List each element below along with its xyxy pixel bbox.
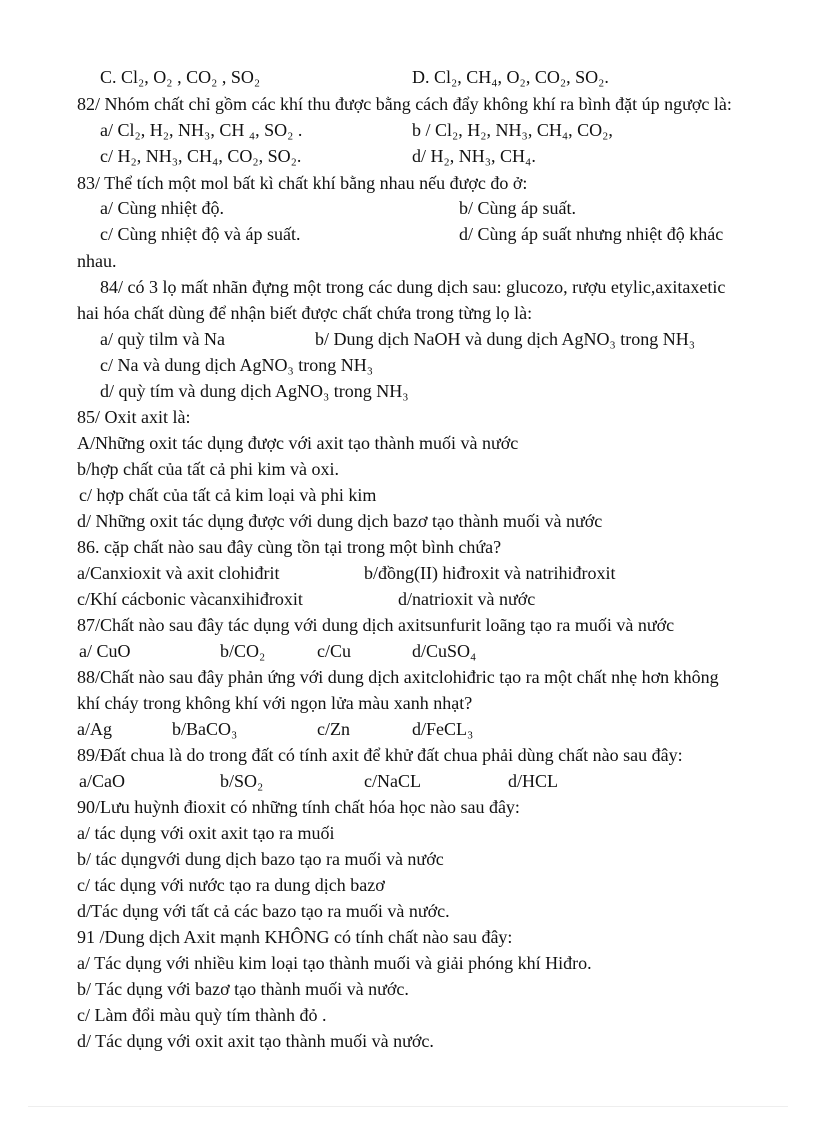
q85-option-d: d/ Những oxit tác dụng được với dung dịch bazơ tạo thành muối và nước: [77, 511, 603, 531]
q83-option-b: b/ Cùng áp suất.: [459, 198, 576, 218]
q87-question: 87/Chất nào sau đây tác dụng với dung dịch axitsunfurit loãng tạo ra muối và nước: [77, 615, 675, 635]
q90-option-c: c/ tác dụng với nước tạo ra dung dịch bazơ: [77, 875, 385, 895]
q89-option-c: c/NaCL: [364, 771, 421, 791]
q82-option-a: a/ Cl₂, H₂, NH₃, CH ₄, SO₂ .: [100, 120, 303, 140]
q88-option-b: b/BaCO₃: [172, 719, 238, 739]
q88-option-c: c/Zn: [317, 719, 350, 739]
q83-option-d-continued: nhau.: [77, 251, 117, 271]
q91-option-a: a/ Tác dụng với nhiều kim loại tạo thành muối và giải phóng khí Hiđro.: [77, 953, 592, 973]
q91-option-b: b/ Tác dụng với bazơ tạo thành muối và nước.: [77, 979, 409, 999]
q87-option-c: c/Cu: [317, 641, 351, 661]
page-bottom-rule: [28, 1106, 788, 1107]
q89-question: 89/Đất chua là do trong đất có tính axit để khử đất chua phải dùng chất nào sau đây:: [77, 745, 683, 765]
q81-option-c: C. Cl₂, O₂ , CO₂ , SO₂: [100, 67, 261, 87]
q90-question: 90/Lưu huỳnh đioxit có những tính chất hóa học nào sau đây:: [77, 797, 520, 817]
q85-option-a: A/Những oxit tác dụng được với axit tạo thành muối và nước: [77, 433, 519, 453]
q91-option-c: c/ Làm đổi màu quỳ tím thành đỏ .: [77, 1005, 327, 1025]
q85-question: 85/ Oxit axit là:: [77, 407, 191, 427]
q89-option-d: d/HCL: [508, 771, 559, 791]
q83-option-d: d/ Cùng áp suất nhưng nhiệt độ khác: [459, 224, 724, 244]
q83-option-a: a/ Cùng nhiệt độ.: [100, 198, 224, 218]
q88-question: 88/Chất nào sau đây phản ứng với dung dịch axitclohiđric tạo ra một chất nhẹ hơn không: [77, 667, 719, 687]
q89-option-a: a/CaO: [79, 771, 125, 791]
q86-option-c: c/Khí cácbonic vàcanxihiđroxit: [77, 589, 303, 609]
q90-option-a: a/ tác dụng với oxit axit tạo ra muối: [77, 823, 335, 843]
q82-question: 82/ Nhóm chất chỉ gồm các khí thu được bằng cách đẩy không khí ra bình đặt úp ngược là:: [77, 94, 732, 114]
q86-option-d: d/natrioxit và nước: [398, 589, 536, 609]
q84-option-d: d/ quỳ tím và dung dịch AgNO₃ trong NH₃: [100, 381, 409, 401]
q90-option-b: b/ tác dụngvới dung dịch bazo tạo ra muối và nước: [77, 849, 444, 869]
q87-option-a: a/ CuO: [79, 641, 131, 661]
q85-option-b: b/hợp chất của tất cả phi kim và oxi.: [77, 459, 339, 479]
q84-option-c: c/ Na và dung dịch AgNO₃ trong NH₃: [100, 355, 374, 375]
q91-option-d: d/ Tác dụng với oxit axit tạo thành muối và nước.: [77, 1031, 434, 1051]
q88-option-a: a/Ag: [77, 719, 112, 739]
q88-option-d: d/FeCL₃: [412, 719, 474, 739]
q84-option-b: b/ Dung dịch NaOH và dung dịch AgNO₃ trong NH₃: [315, 329, 696, 349]
q83-question: 83/ Thể tích một mol bất kì chất khí bằng nhau nếu được đo ở:: [77, 173, 528, 193]
q82-option-c: c/ H₂, NH₃, CH₄, CO₂, SO₂.: [100, 146, 302, 166]
q82-option-b: b / Cl₂, H₂, NH₃, CH₄, CO₂,: [412, 120, 613, 140]
q81-option-d: D. Cl₂, CH₄, O₂, CO₂, SO₂.: [412, 67, 609, 87]
q89-option-b: b/SO₂: [220, 771, 264, 791]
q86-option-a: a/Canxioxit và axit clohiđrit: [77, 563, 280, 583]
q84-question: 84/ có 3 lọ mất nhãn đựng một trong các dung dịch sau: glucozo, rượu etylic,axitaxetic: [100, 277, 726, 297]
q83-option-c: c/ Cùng nhiệt độ và áp suất.: [100, 224, 301, 244]
q86-option-b: b/đồng(II) hiđroxit và natrihiđroxit: [364, 563, 616, 583]
q82-option-d: d/ H₂, NH₃, CH₄.: [412, 146, 536, 166]
q85-option-c: c/ hợp chất của tất cả kim loại và phi kim: [79, 485, 377, 505]
q91-question: 91 /Dung dịch Axit mạnh KHÔNG có tính chất nào sau đây:: [77, 927, 513, 947]
q84-option-a: a/ quỳ tilm và Na: [100, 329, 225, 349]
q86-question: 86. cặp chất nào sau đây cùng tồn tại trong một bình chứa?: [77, 537, 502, 557]
q88-question-continued: khí cháy trong không khí với ngọn lửa màu xanh nhạt?: [77, 693, 473, 713]
q84-question-continued: hai hóa chất dùng để nhận biết được chất chứa trong từng lọ là:: [77, 303, 533, 323]
q87-option-b: b/CO₂: [220, 641, 266, 661]
q87-option-d: d/CuSO₄: [412, 641, 477, 661]
q90-option-d: d/Tác dụng với tất cả các bazo tạo ra muối và nước.: [77, 901, 450, 921]
